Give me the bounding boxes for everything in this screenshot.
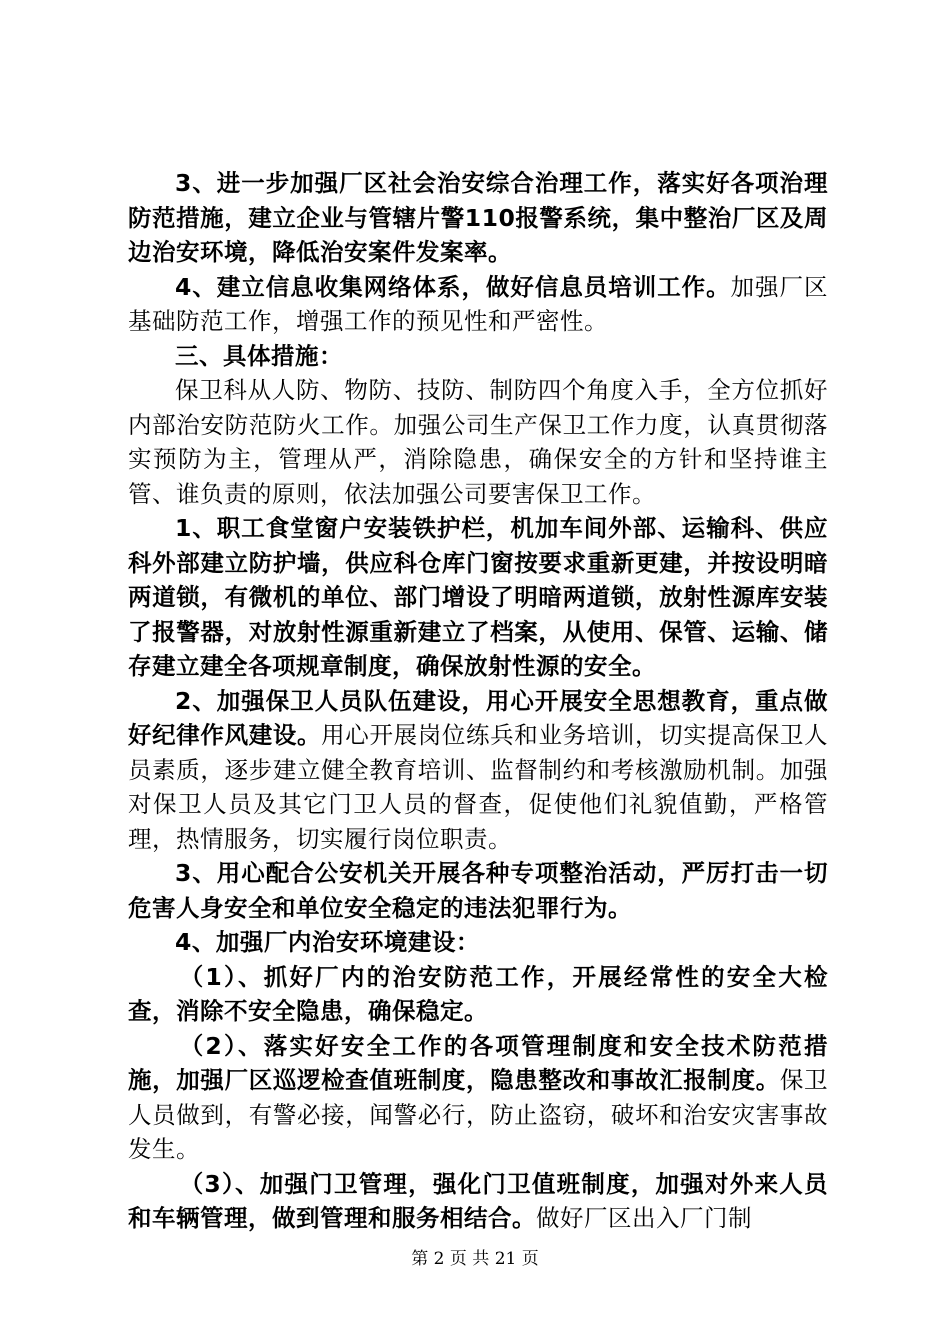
- paragraph-p12: [128, 1029, 828, 1167]
- paragraph-text-run: （1）、抓好厂内的治安防范工作，开展经常性的安全大检查，消除不安全隐患，确保稳定。: [128, 962, 828, 1025]
- paragraph-p5: [128, 339, 828, 374]
- paragraph-text-run: 4、加强厂内治安环境建设：: [175, 928, 480, 956]
- paragraph-p6: [128, 373, 828, 511]
- document-body: [128, 166, 828, 1236]
- paragraph-p8: [128, 684, 828, 857]
- paragraph-p9: [128, 856, 828, 925]
- paragraph-text-run: （2）、落实好安全工作的各项管理制度和安全技术防范措施，加强厂区巡逻检查值班制度，隐患整改和事故汇报制度。: [128, 1031, 828, 1094]
- paragraph-text-run: 三、具体措施：: [175, 341, 343, 370]
- paragraph-text-run: 3、用心配合公安机关开展各种专项整治活动，严厉打击一切危害人身安全和单位安全稳定的违法犯罪行为。: [128, 859, 828, 922]
- paragraph-p10: [128, 925, 828, 960]
- paragraph-p11: [128, 960, 828, 1029]
- paragraph-text-run: 做好厂区出入厂门制: [536, 1204, 752, 1232]
- paragraph-p7: [128, 511, 828, 684]
- paragraph-text-run: （3）、加强门卫管理，强化门卫值班制度，加强对外来人员和车辆管理，做到管理和服务相结合。: [128, 1169, 828, 1232]
- paragraph-p13: [128, 1167, 828, 1236]
- paragraph-text-run: 保卫科从人防、物防、技防、制防四个角度入手，全方位抓好内部治安防范防火工作。加强公司生产保卫工作力度，认真贯彻落实预防为主，管理从严，消除隐患，确保安全的方针和坚持谁主管、谁负责的原则，依法加强公司要害保卫工作。: [128, 376, 828, 508]
- paragraph-text-run: 4、建立信息收集网络体系，做好信息员培训工作。: [175, 272, 731, 301]
- paragraph-text-run: 3、进一步加强厂区社会治安综合治理工作，落实好各项治理防范措施，建立企业与管辖片警110报警系统，集中整治厂区及周边治安环境，降低治安案件发案率。: [128, 169, 828, 266]
- paragraph-text-run: 保卫人员做到，有警必接，闻警必行，防止盗窃，破坏和治安灾害事故发生。: [128, 1066, 829, 1163]
- paragraph-text-run: 加强厂区基础防范工作，增强工作的预见性和严密性。: [128, 272, 828, 335]
- paragraph-text-run: 1、职工食堂窗户安装铁护栏，机加车间外部、运输科、供应科外部建立防护墙，供应科仓库门窗按要求重新更建，并按设明暗两道锁，有微机的单位、部门增设了明暗两道锁，放射性源库安装了报警器，对放射性源重新建立了档案，从使用、保管、运输、储存建立建全各项规章制度，确保放射性源的安全。: [128, 514, 828, 680]
- paragraph-p4: [128, 270, 828, 339]
- page-footer: 第 2 页 共 21 页: [411, 1249, 539, 1269]
- paragraph-p3: [128, 166, 828, 270]
- paragraph-text-run: 用心开展岗位练兵和业务培训，切实提高保卫人员素质，逐步建立健全教育培训、监督制约和考核激励机制。加强对保卫人员及其它门卫人员的督查，促使他们礼貌值勤，严格管理，热情服务，切实履行岗位职责。: [128, 721, 829, 853]
- paragraph-text-run: 2、加强保卫人员队伍建设，用心开展安全思想教育，重点做好纪律作风建设。: [128, 686, 828, 749]
